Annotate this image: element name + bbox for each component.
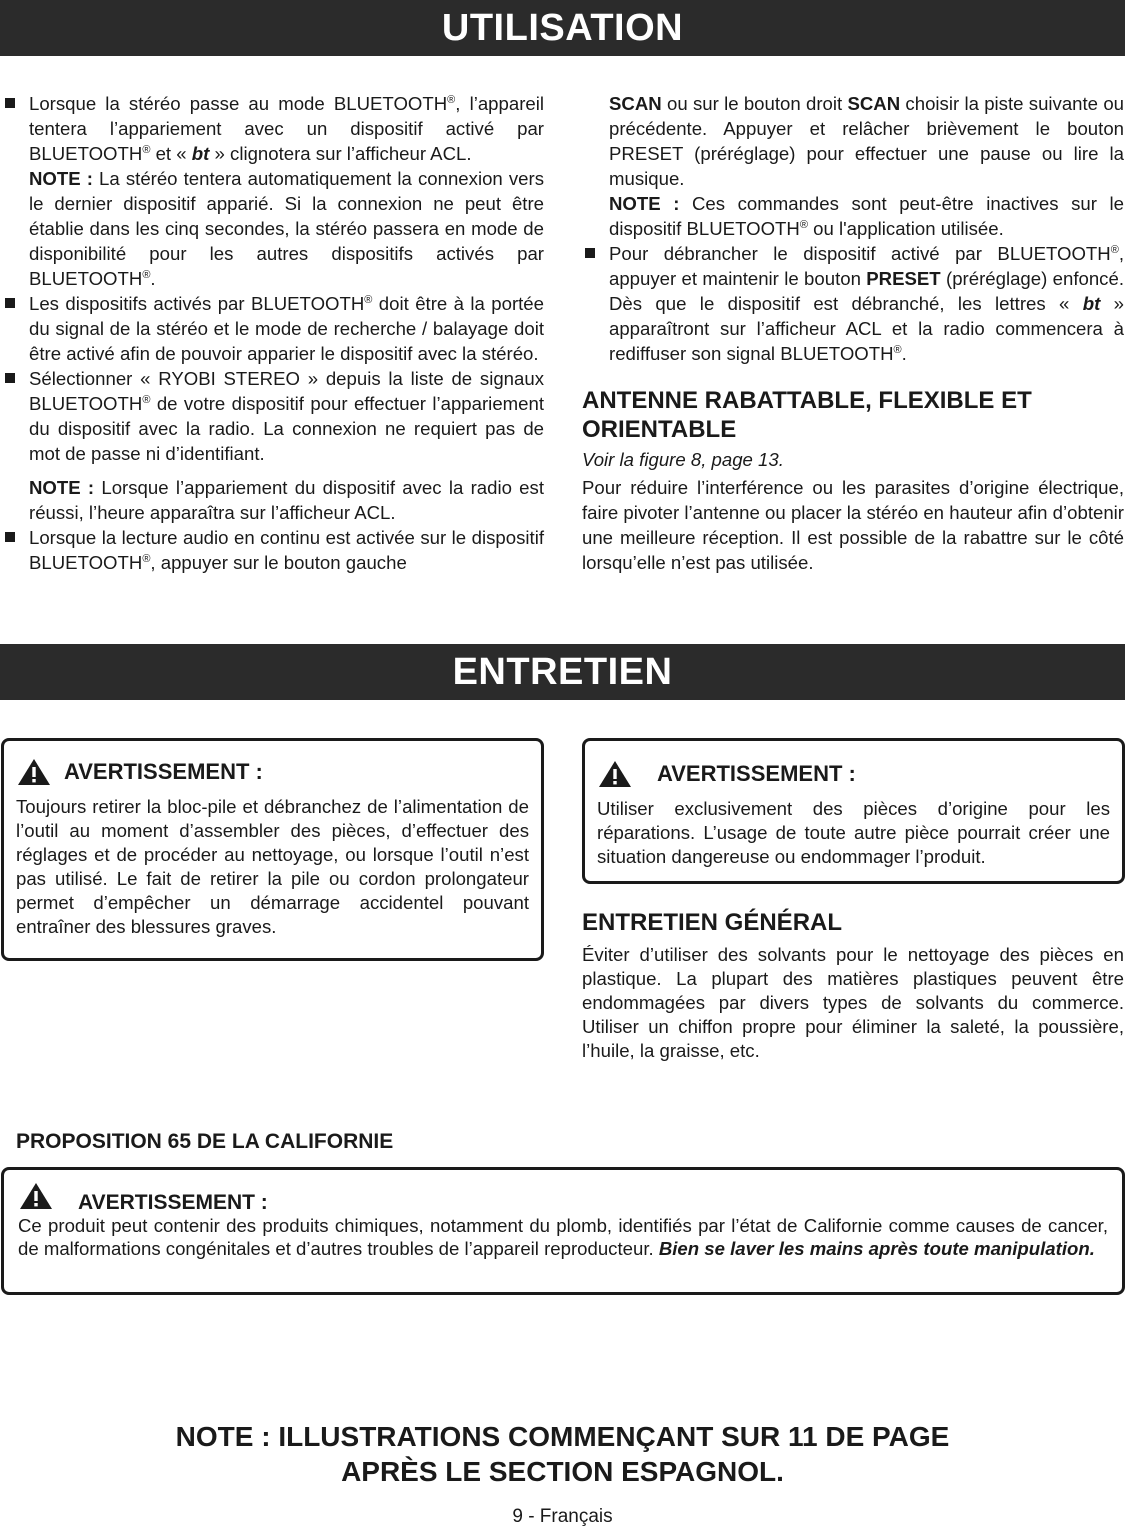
bullet-square-icon (5, 373, 15, 383)
note-paragraph: NOTE : Lorsque l’appariement du dispositif avec la radio est réussi, l’heure apparaîtra sur l’afficheur ACL. (29, 477, 544, 523)
bullet-square-icon (5, 532, 15, 542)
bullet-square-icon (5, 298, 15, 308)
warning-header: AVERTISSEMENT : (16, 757, 529, 787)
note-paragraph: NOTE : Ces commandes sont peut-être inactives sur le dispositif BLUETOOTH® ou l'application utilisée. (609, 193, 1124, 239)
section-banner-utilisation: UTILISATION (0, 0, 1125, 56)
list-item: Sélectionner « RYOBI STEREO » depuis la liste de signaux BLUETOOTH® de votre dispositif pour effectuer l’appariement du dispositif avec la radio. La connexion ne requiert pas de mot de passe ni d’identifiant. (2, 366, 544, 466)
right-column (582, 91, 1124, 575)
warning-box-safety (1, 738, 544, 961)
warning-text: Utiliser exclusivement des pièces d’origine pour les réparations. L’usage de toute autre pièce pourrait créer une situation dangereuse ou endommager l’produit. (597, 798, 1110, 867)
bullet-square-icon (5, 98, 15, 108)
paragraph-continuation: SCAN ou sur le bouton droit SCAN choisir la piste suivante ou précédente. Appuyer et relâcher brièvement le bouton PRESET (préréglage) pour effectuer une pause ou lire la musique. (609, 93, 1124, 189)
antenna-heading: ANTENNE RABATTABLE, FLEXIBLE ET ORIENTABLE (582, 387, 1032, 443)
warning-box-parts (582, 738, 1125, 884)
warning-text: Toujours retirer la bloc-pile et débranchez de l’alimentation de l’outil au moment d’assembler des pièces, d’effectuer des réglages et de procéder au nettoyage, ou lorsque l’outil n’est pas utilisé. Le fait de retirer la pile ou cordon prolongateur permet d’empêcher un démarrage accidentel pouvant entraîner des blessures graves. (16, 796, 529, 937)
list-item: Pour débrancher le dispositif activé par BLUETOOTH®, appuyer et maintenir le bouton PRESET (préréglage) enfoncé. Dès que le dispositif est débranché, les lettres « bt » apparaîtront sur l’afficheur ACL et la radio commencera à rediffuser son signal BLUETOOTH®. (582, 241, 1124, 366)
general-maintenance-heading: ENTRETIEN GÉNÉRAL (582, 909, 843, 936)
warning-triangle-icon (597, 759, 633, 789)
illustrations-note: NOTE : ILLUSTRATIONS COMMENÇANT SUR 11 DE PAGE APRÈS LE SECTION ESPAGNOL. (175, 1421, 950, 1487)
general-maintenance (582, 908, 1124, 1063)
warning-header: AVERTISSEMENT : (597, 759, 1110, 789)
warning-box-prop65 (1, 1167, 1125, 1295)
left-column (2, 91, 544, 575)
list-item: Les dispositifs activés par BLUETOOTH® doit être à la portée du signal de la stéréo et le mode de recherche / balayage doit être activé afin de pouvoir apparier le dispositif avec la stéréo. (2, 291, 544, 366)
warning-header: AVERTISSEMENT : (18, 1180, 1108, 1212)
antenna-paragraph: Pour réduire l’interférence ou les parasites d’origine électrique, faire pivoter l’antenne ou placer la stéréo en hauteur afin d’obtenir une meilleure réception. Il est possible de la rabattre sur le côté lorsqu’elle n’est pas utilisée. (582, 477, 1124, 573)
warning-text: Ce produit peut contenir des produits chimiques, notamment du plomb, identifiés par l’état de Californie comme causes de cancer, de malformations congénitales et d’autres troubles de l’appareil reproducteur. Bien se laver les mains après toute manipulation. (18, 1215, 1108, 1259)
figure-reference: Voir la figure 8, page 13. (582, 449, 784, 470)
list-item: Lorsque la stéréo passe au mode BLUETOOTH®, l’appareil tentera l’appariement avec un dispositif activé par BLUETOOTH® et « bt » clignotera sur l’afficheur ACL. (2, 91, 544, 166)
section-banner-entretien: ENTRETIEN (0, 644, 1125, 700)
warning-triangle-icon (16, 757, 52, 787)
page-number: 9 - Français (512, 1506, 613, 1527)
warning-triangle-icon (18, 1181, 54, 1211)
list-item: Lorsque la lecture audio en continu est activée sur le dispositif BLUETOOTH®, appuyer sur le bouton gauche (2, 525, 544, 575)
general-maintenance-text: Éviter d’utiliser des solvants pour le nettoyage des pièces en plastique. La plupart des matières plastiques peuvent être endommagées par divers types de solvants du commerce. Utiliser un chiffon propre pour éliminer la saleté, la poussière, l’huile, la graisse, etc. (582, 944, 1124, 1061)
bullet-square-icon (585, 248, 595, 258)
prop65-heading: PROPOSITION 65 DE LA CALIFORNIE (16, 1130, 394, 1153)
note-paragraph: NOTE : La stéréo tentera automatiquement la connexion vers le dernier dispositif apparié. Si la connexion ne peut être établie dans les cinq secondes, la stéréo passera en mode de disponibilité pour les autres dispositifs activés par BLUETOOTH®. (29, 168, 544, 289)
